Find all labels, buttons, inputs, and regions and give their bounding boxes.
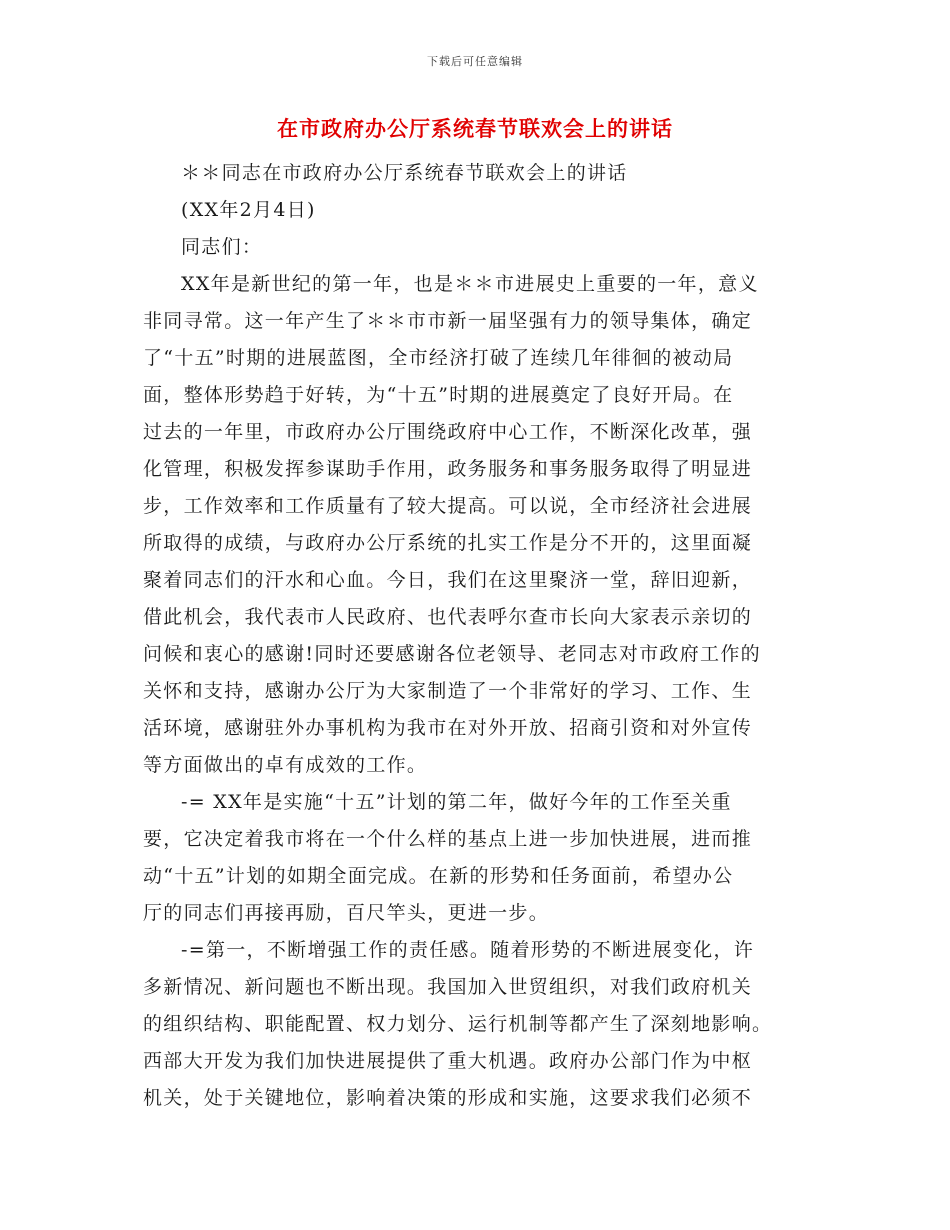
body-text-line: 关怀和支持，感谢办公厅为大家制造了一个非常好的学习、工作、生 [143,680,753,702]
body-text-line: 面，整体形势趋于好转，为“十五”时期的进展奠定了良好开局。在 [143,384,734,406]
header-note: 下载后可任意编辑 [427,55,523,68]
body-text-line: 了“十五”时期的进展蓝图，全市经济打破了连续几年徘徊的被动局 [143,347,734,369]
body-text-line: -= XX年是实施“十五”计划的第二年，做好今年的工作至关重 [181,791,732,813]
document-title: 在市政府办公厅系统春节联欢会上的讲话 [277,116,673,141]
body-text-line: ＊＊同志在市政府办公厅系统春节联欢会上的讲话 [181,162,628,184]
body-text-line: 等方面做出的卓有成效的工作。 [143,754,428,776]
body-text-line: 步，工作效率和工作质量有了较大提高。可以说，全市经济社会进展 [143,495,753,517]
body-text-line: (XX年2月4日) [181,199,316,221]
body-text-line: 多新情况、新问题也不断出现。我国加入世贸组织，对我们政府机关 [143,976,753,998]
body-text-line: 所取得的成绩，与政府办公厅系统的扎实工作是分不开的，这里面凝 [143,532,753,554]
body-text-line: -=第一，不断增强工作的责任感。随着形势的不断进展变化，许 [181,939,755,961]
body-text-line: 借此机会，我代表市人民政府、也代表呼尔查市长向大家表示亲切的 [143,606,753,628]
body-text-line: XX年是新世纪的第一年，也是＊＊市进展史上重要的一年，意义 [181,273,759,295]
body-text-line: 聚着同志们的汗水和心血。今日，我们在这里聚济一堂，辞旧迎新， [143,569,753,591]
body-text-line: 动“十五”计划的如期全面完成。在新的形势和任务面前，希望办公 [143,865,734,887]
body-text-line: 同志们： [181,236,263,258]
document-body [143,155,803,1117]
body-text-line: 西部大开发为我们加快进展提供了重大机遇。政府办公部门作为中枢 [143,1050,753,1072]
body-text-line: 过去的一年里，市政府办公厅围绕政府中心工作，不断深化改革，强 [143,421,753,443]
body-text-line: 活环境，感谢驻外办事机构为我市在对外开放、招商引资和对外宣传 [143,717,753,739]
body-text-line: 问候和衷心的感谢!同时还要感谢各位老领导、老同志对市政府工作的 [143,643,761,665]
body-text-line: 的组织结构、职能配置、权力划分、运行机制等都产生了深刻地影响。 [143,1013,773,1035]
body-text-line: 机关，处于关键地位，影响着决策的形成和实施，这要求我们必须不 [143,1087,753,1109]
body-text-line: 化管理，积极发挥参谋助手作用，政务服务和事务服务取得了明显进 [143,458,753,480]
body-text-line: 要，它决定着我市将在一个什么样的基点上进一步加快进展，进而推 [143,828,753,850]
body-text-line: 非同寻常。这一年产生了＊＊市市新一届坚强有力的领导集体，确定 [143,310,753,332]
body-text-line: 厅的同志们再接再励，百尺竿头，更进一步。 [143,902,550,924]
